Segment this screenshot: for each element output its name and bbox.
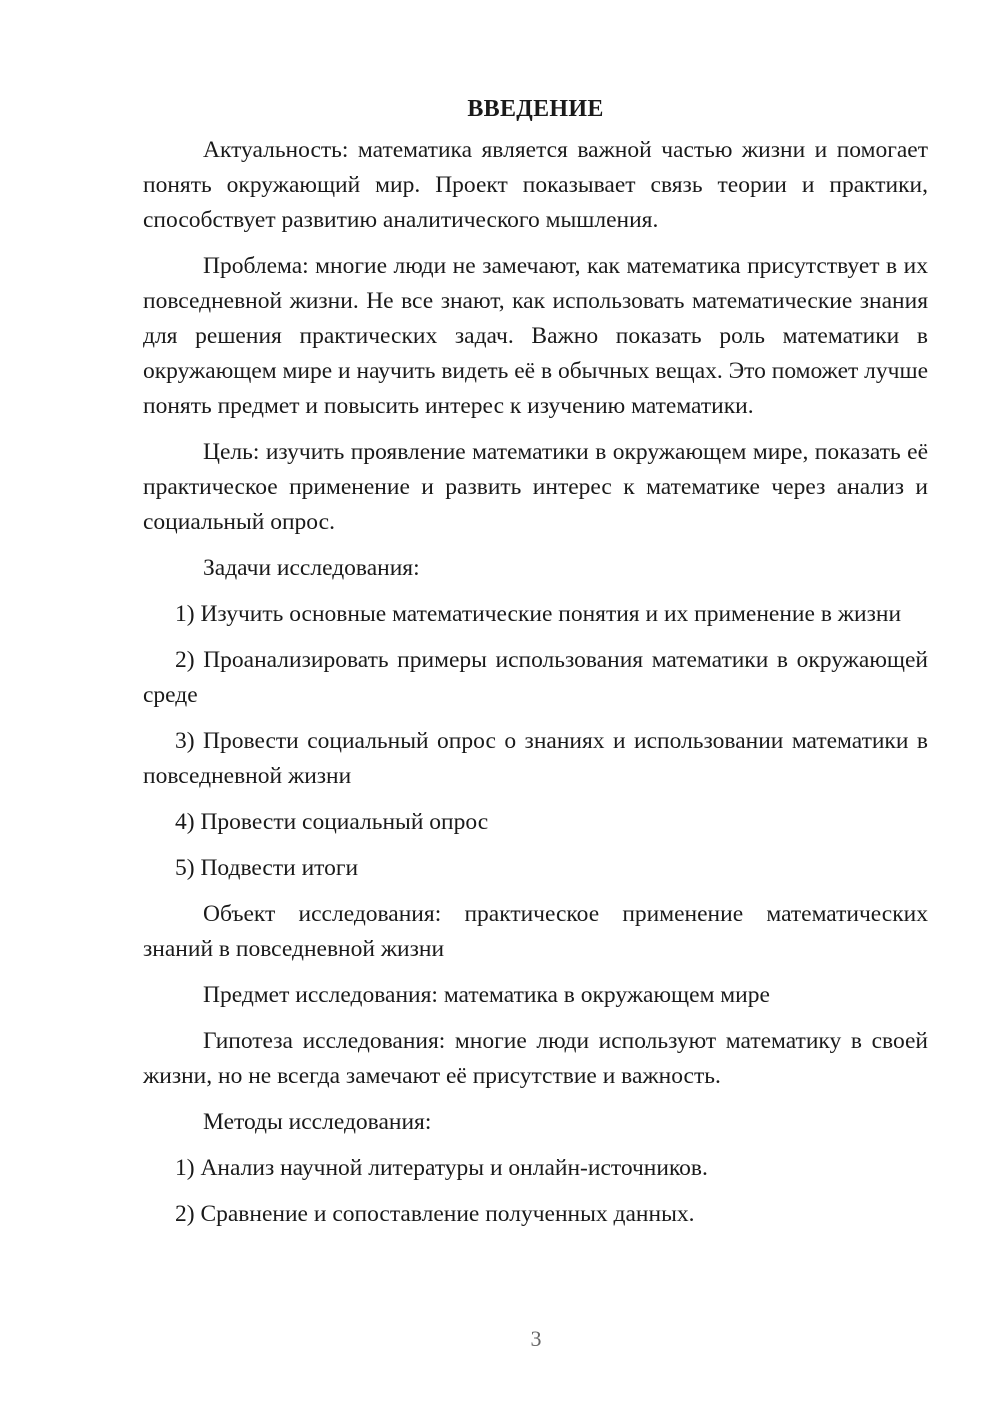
paragraph-goal: Цель: изучить проявление математики в окружающем мире, показать её практическое применение и развить интерес к математике через анализ и социальный опрос.	[143, 439, 928, 535]
task-item: 2) Проанализировать примеры использования математики в окружающей среде	[143, 647, 928, 708]
paragraph-hypothesis: Гипотеза исследования: многие люди используют математику в своей жизни, но не всегда замечают её присутствие и важность.	[143, 1028, 928, 1089]
paragraph-problem: Проблема: многие люди не замечают, как математика присутствует в их повседневной жизни. Не все знают, как использовать математические знания для решения практических задач. Важно показать роль математики в окружающем мире и научить видеть её в обычных вещах. Это поможет лучше понять предмет и повысить интерес к изучению математики.	[143, 253, 929, 419]
task-item: 4) Провести социальный опрос	[175, 809, 489, 835]
paragraph-relevance: Актуальность: математика является важной частью жизни и помогает понять окружающий мир. Проект показывает связь теории и практики, способствует развитию аналитического мышления.	[143, 137, 928, 233]
section-title: ВВЕДЕНИЕ	[467, 96, 604, 122]
task-item: 3) Провести социальный опрос о знаниях и использовании математики в повседневной жизни	[143, 728, 928, 789]
paragraph-subject: Предмет исследования: математика в окружающем мире	[203, 982, 770, 1008]
page-number: 3	[530, 1326, 542, 1351]
task-item: 1) Изучить основные математические понятия и их применение в жизни	[175, 601, 902, 627]
methods-heading: Методы исследования:	[203, 1109, 432, 1135]
task-item: 5) Подвести итоги	[175, 855, 359, 881]
method-item: 1) Анализ научной литературы и онлайн-источников.	[175, 1155, 708, 1181]
tasks-heading: Задачи исследования:	[203, 555, 420, 581]
paragraph-object: Объект исследования: практическое применение математических знаний в повседневной жизни	[143, 901, 928, 962]
method-item: 2) Сравнение и сопоставление полученных данных.	[175, 1201, 695, 1227]
document-page	[143, 92, 928, 1243]
